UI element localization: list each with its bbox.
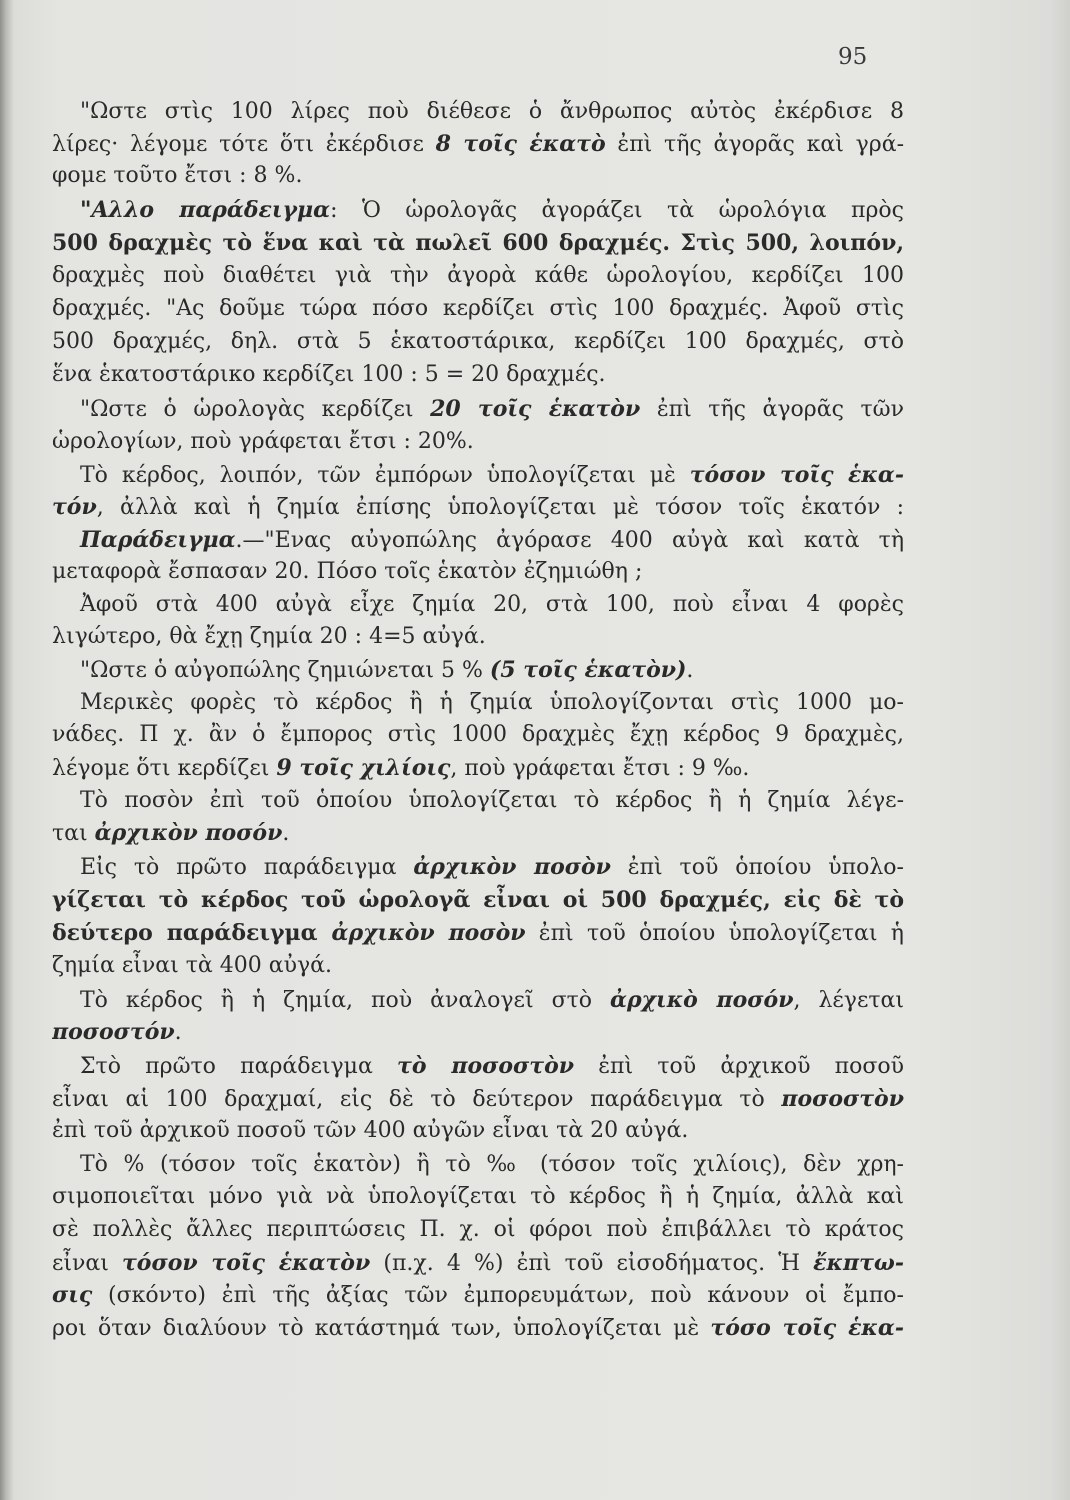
text-line: Τὸ κέρδος ἢ ἡ ζημία, ποὺ ἀναλογεῖ στὸ ἀρχικὸ ποσόν, λέγεται <box>80 987 904 1013</box>
text-line: φομε τοῦτο ἔτσι : 8 %. <box>52 163 303 188</box>
text-line: ται ἀρχικὸν ποσόν. <box>52 820 290 846</box>
text-line: λέγομε ὅτι κερδίζει 9 τοῖς χιλίοις, ποὺ γράφεται ἔτσι : 9 ‰. <box>52 755 750 781</box>
text-line: Εἰς τὸ πρῶτο παράδειγμα ἀρχικὸν ποσὸν ἐπὶ τοῦ ὁποίου ὑπολο- <box>80 854 904 880</box>
text-line: Τὸ κέρδος, λοιπόν, τῶν ἐμπόρων ὑπολογίζεται μὲ τόσον τοῖς ἑκα- <box>80 462 904 488</box>
text-line: δραχμές. "Ας δοῦμε τώρα πόσο κερδίζει στὶς 100 δραχμές. Ἀφοῦ στὶς <box>52 296 904 321</box>
emphasis: τόσον τοῖς ἑκα- <box>689 462 904 488</box>
text-line: Μερικὲς φορὲς τὸ κέρδος ἢ ἡ ζημία ὑπολογίζονται στὶς 1000 μο- <box>80 690 904 715</box>
emphasis: τόσον τοῖς ἑκατὸν <box>122 1250 371 1276</box>
emphasis: 8 τοῖς ἑκατὸ <box>435 131 606 157</box>
text-line: λιγώτερο, θὰ ἔχῃ ζημία 20 : 4=5 αὐγά. <box>52 624 486 649</box>
text-line: λίρες· λέγομε τότε ὅτι ἐκέρδισε 8 τοῖς ἑκατὸ ἐπὶ τῆς ἀγορᾶς καὶ γρά- <box>52 131 904 157</box>
text-line: δεύτερο παράδειγμα ἀρχικὸν ποσὸν ἐπὶ τοῦ ὁποίου ὑπολογίζεται ἡ <box>52 920 904 946</box>
text-line: ἐπὶ τοῦ ἀρχικοῦ ποσοῦ τῶν 400 αὐγῶν εἶναι τὰ 20 αὐγά. <box>52 1118 689 1143</box>
emphasis: τὸ ποσοστὸν <box>397 1053 575 1079</box>
text-line: "Αλλο παράδειγμα: Ὁ ὡρολογᾶς ἀγοράζει τὰ ὡρολόγια πρὸς <box>80 197 904 223</box>
emphasis: ἀρχικὸν ποσόν <box>94 820 283 846</box>
emphasis: τόσο τοῖς ἑκα- <box>710 1315 904 1341</box>
emphasis: 20 τοῖς ἑκατὸν <box>430 396 641 422</box>
text-line: νάδες. Π χ. ἂν ὁ ἔμπορος στὶς 1000 δραχμὲς ἔχῃ κέρδος 9 δραχμὲς, <box>52 722 904 747</box>
text-line: τόν, ἀλλὰ καὶ ἡ ζημία ἐπίσης ὑπολογίζεται μὲ τόσον τοῖς ἑκατόν : <box>52 494 904 520</box>
text-line: σὲ πολλὲς ἄλλες περιπτώσεις Π. χ. οἱ φόροι ποὺ ἐπιβάλλει τὸ κράτος <box>52 1217 904 1242</box>
text-line: γίζεται τὸ κέρδος τοῦ ὡρολογᾶ εἶναι οἱ 500 δραχμές, εἰς δὲ τὸ <box>52 887 904 913</box>
text-line: εἶναι τόσον τοῖς ἑκατὸν (π.χ. 4 %) ἐπὶ τοῦ εἰσοδήματος. Ἡ ἔκπτω- <box>52 1250 904 1276</box>
text-line: "Ωστε ὁ αὐγοπώλης ζημιώνεται 5 % (5 τοῖς ἑκατὸν). <box>80 657 694 683</box>
text-line: δραχμὲς ποὺ διαθέτει γιὰ τὴν ἀγορὰ κάθε ὡρολογίου, κερδίζει 100 <box>52 263 904 288</box>
text-line: Παράδειγμα.—"Ενας αὐγοπώλης ἀγόρασε 400 αὐγὰ καὶ κατὰ τὴ <box>80 527 904 553</box>
text-line: ὡρολογίων, ποὺ γράφεται ἔτσι : 20%. <box>52 429 474 454</box>
text-line: ἕνα ἑκατοστάρικο κερδίζει 100 : 5 = 20 δραχμές. <box>52 362 606 387</box>
page-number: 95 <box>838 44 868 70</box>
emphasis: 9 τοῖς χιλίοις <box>276 755 451 781</box>
emphasis: (5 τοῖς ἑκατὸν) <box>489 657 687 683</box>
text-line: ροι ὅταν διαλύουν τὸ κατάστημά των, ὑπολογίζεται μὲ τόσο τοῖς ἑκα- <box>52 1315 904 1341</box>
emphasis: ποσοστόν <box>52 1019 175 1045</box>
text-line: ζημία εἶναι τὰ 400 αὐγά. <box>52 953 332 978</box>
text-line: Ἀφοῦ στὰ 400 αὐγὰ εἶχε ζημία 20, στὰ 100, ποὺ εἶναι 4 φορὲς <box>80 592 904 617</box>
text-line: "Ωστε στὶς 100 λίρες ποὺ διέθεσε ὁ ἄνθρωπος αὐτὸς ἐκέρδισε 8 <box>80 99 904 124</box>
emphasis: ἀρχικὸν ποσὸν <box>413 854 611 880</box>
text-line: εἶναι αἱ 100 δραχμαί, εἰς δὲ τὸ δεύτερον παράδειγμα τὸ ποσοστὸν <box>52 1086 904 1112</box>
text-line: Στὸ πρῶτο παράδειγμα τὸ ποσοστὸν ἐπὶ τοῦ ἀρχικοῦ ποσοῦ <box>80 1053 904 1079</box>
emphasis: ἔκπτω- <box>813 1250 904 1276</box>
emphasis: Παράδειγμα <box>80 527 236 553</box>
text-line: σιμοποιεῖται μόνο γιὰ νὰ ὑπολογίζεται τὸ κέρδος ἢ ἡ ζημία, ἀλλὰ καὶ <box>52 1184 904 1209</box>
text-line: 500 δραχμὲς τὸ ἕνα καὶ τὰ πωλεῖ 600 δραχμές. Στὶς 500, λοιπόν, <box>52 230 904 256</box>
text-line: "Ωστε ὁ ὡρολογὰς κερδίζει 20 τοῖς ἑκατὸν ἐπὶ τῆς ἀγορᾶς τῶν <box>80 396 904 422</box>
text-line: 500 δραχμές, δηλ. στὰ 5 ἑκατοστάρικα, κερδίζει 100 δραχμές, στὸ <box>52 329 904 354</box>
text-line: Τὸ % (τόσον τοῖς ἑκατὸν) ἢ τὸ ‰ (τόσον τοῖς χιλίοις), δὲν χρη- <box>80 1152 904 1177</box>
text-line: μεταφορὰ ἔσπασαν 20. Πόσο τοῖς ἑκατὸν ἐζημιώθη ; <box>52 559 643 584</box>
emphasis: σις <box>52 1282 93 1308</box>
emphasis: ἀρχικὸ ποσόν <box>610 987 794 1013</box>
text-line: ποσοστόν. <box>52 1019 182 1045</box>
emphasis: ποσοστὸν <box>781 1086 904 1112</box>
emphasis: τόν <box>52 494 97 520</box>
emphasis: "Αλλο παράδειγμα <box>80 197 331 223</box>
emphasis: ἀρχικὸν ποσὸν <box>331 920 526 946</box>
text-line: Τὸ ποσὸν ἐπὶ τοῦ ὁποίου ὑπολογίζεται τὸ κέρδος ἢ ἡ ζημία λέγε- <box>80 788 904 813</box>
text-line: σις (σκόντο) ἐπὶ τῆς ἀξίας τῶν ἐμπορευμάτων, ποὺ κάνουν οἱ ἔμπο- <box>52 1282 904 1308</box>
